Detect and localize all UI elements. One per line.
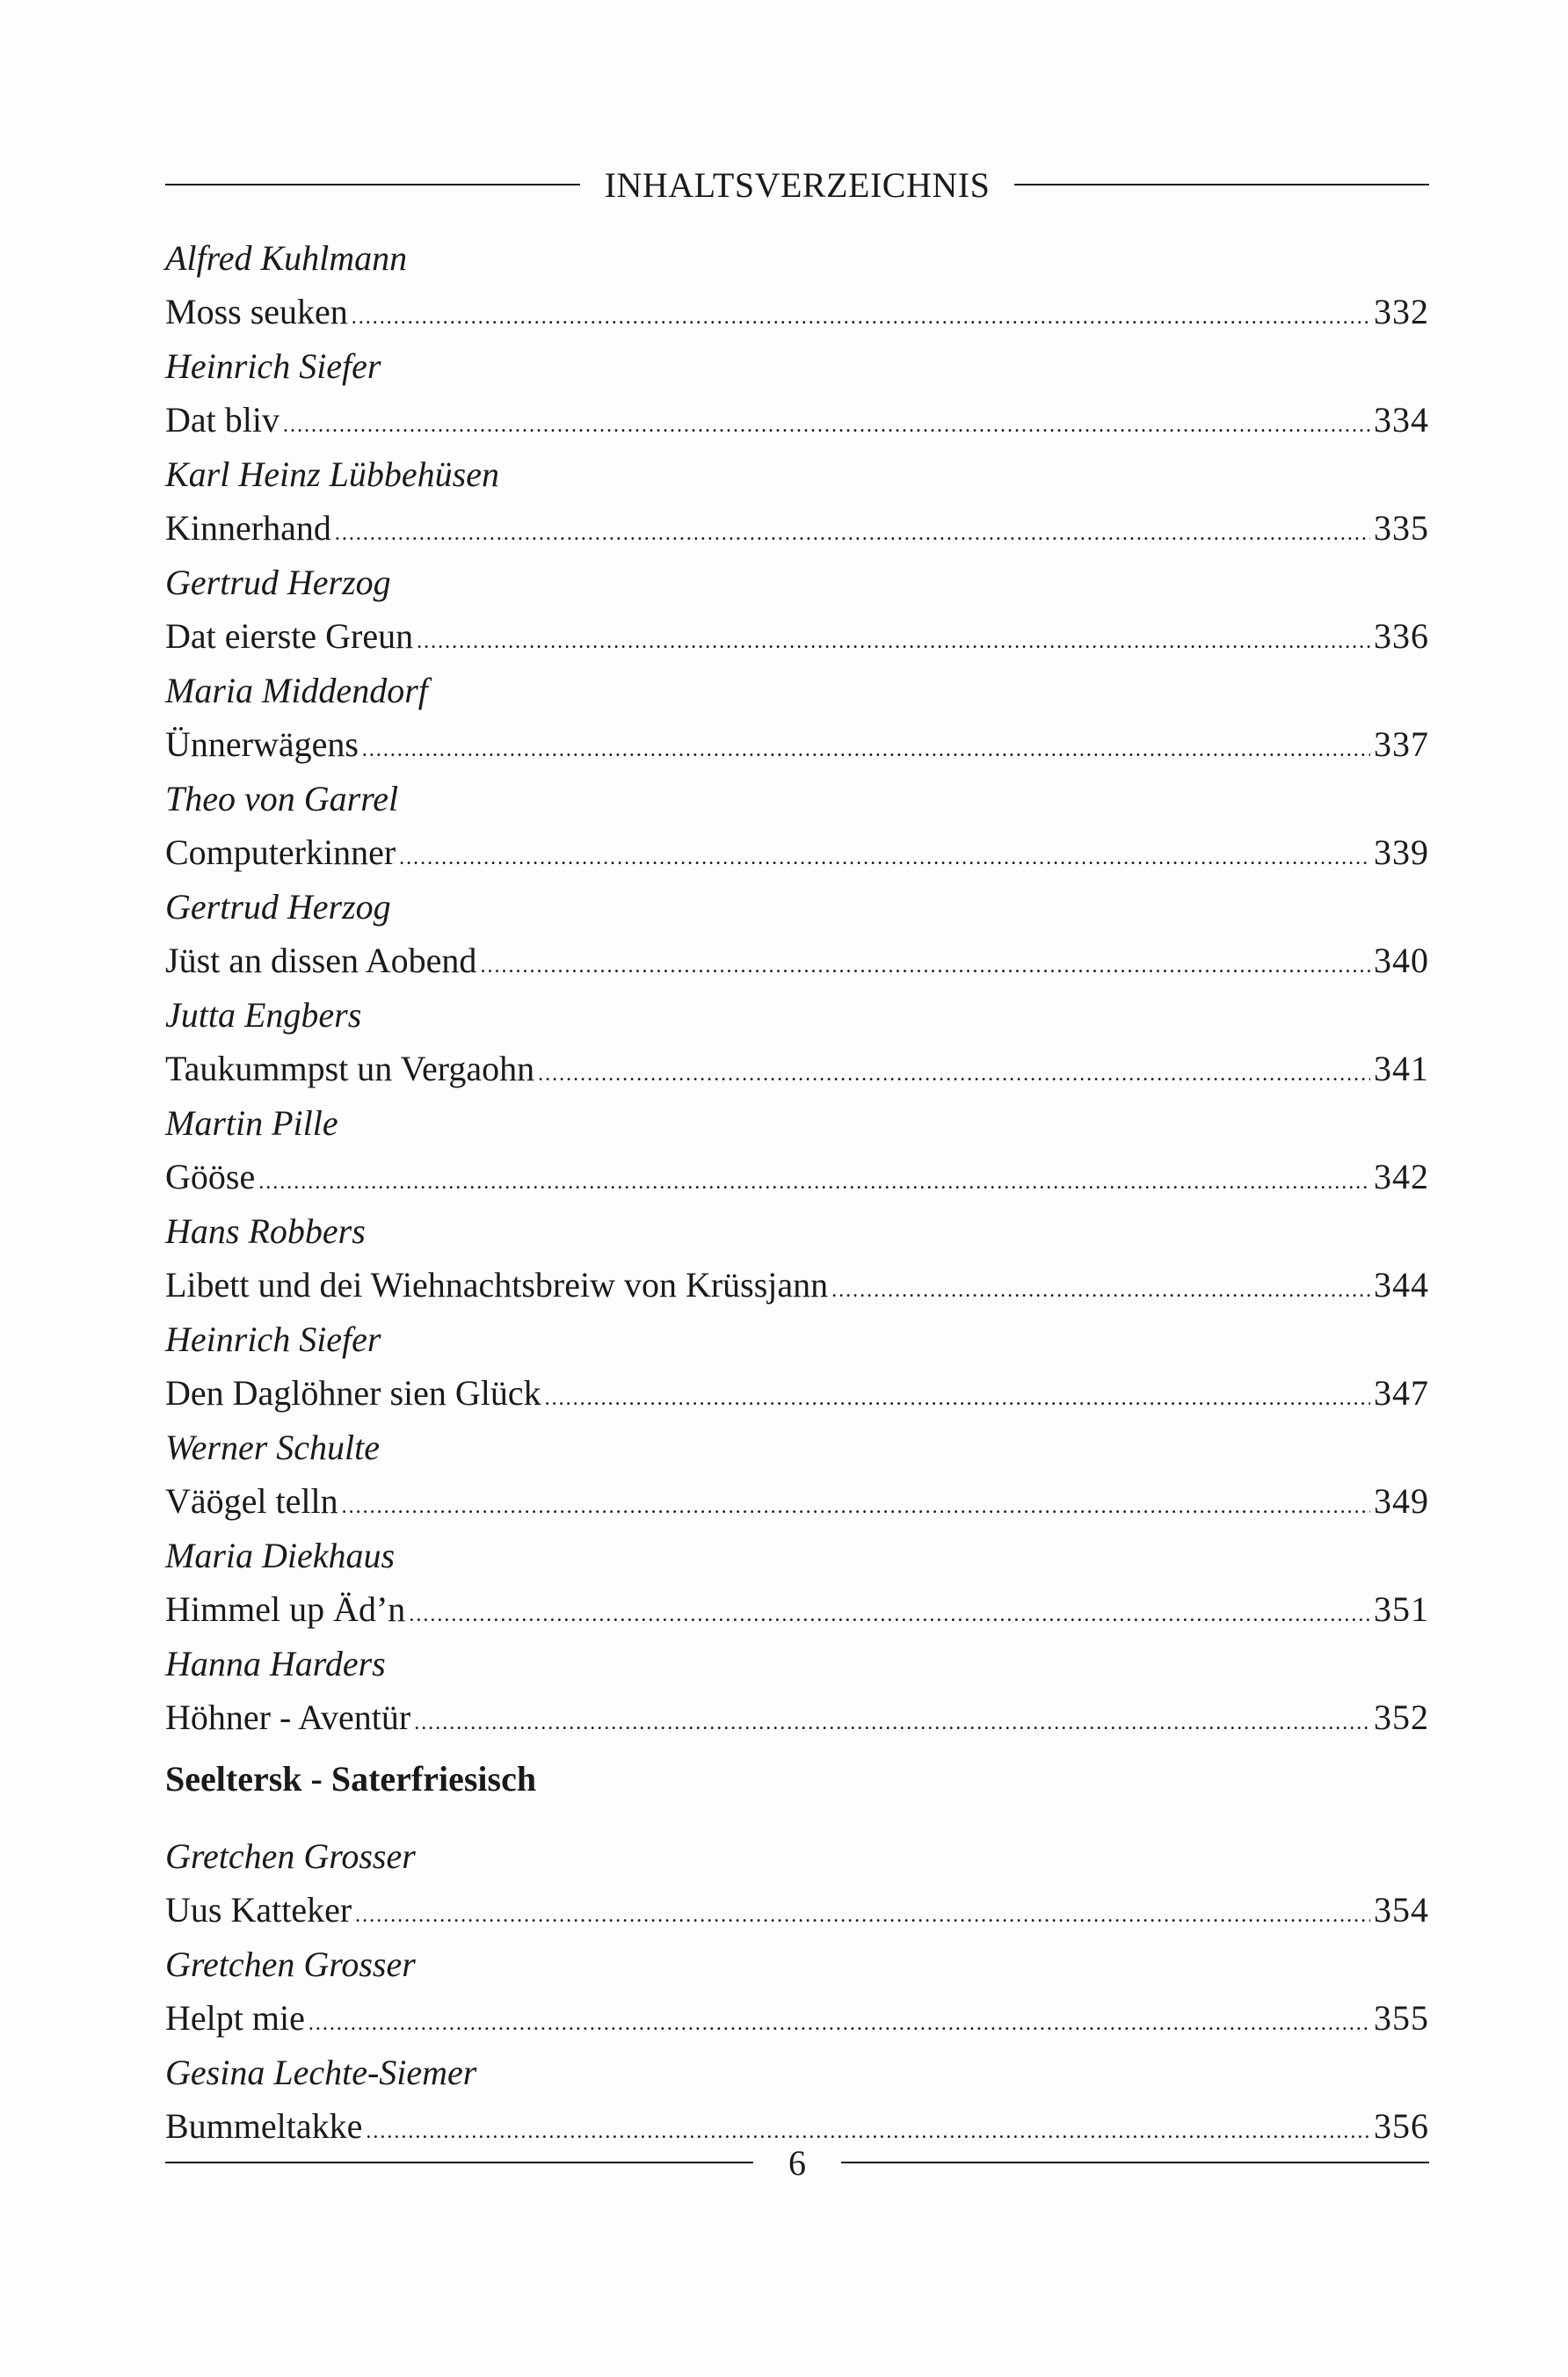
page-footer [165,2136,1429,2189]
dot-leader [831,1265,1370,1316]
entry-title: Libett und dei Wiehnachtsbreiw von Krüssjann [165,1265,829,1305]
entry-title-line [165,1692,1429,1743]
entry-author: Gertrud Herzog [165,563,391,602]
toc-entry [165,555,1429,663]
entry-page-number: 355 [1374,1998,1429,2038]
entry-title: Dat eierste Greun [165,616,414,656]
entry-page-number: 332 [1374,292,1429,331]
entry-author: Karl Heinz Lübbehüsen [165,454,499,494]
entry-page-number: 356 [1374,2106,1429,2146]
entry-title-line [165,287,1429,338]
entry-title: Bummeltakke [165,2106,363,2146]
entry-title-line [165,1584,1429,1635]
entry-title: Jüst an dissen Aobend [165,941,477,980]
toc-entry [165,771,1429,879]
entry-page-number: 349 [1374,1481,1429,1521]
dot-leader [399,832,1370,883]
toc-entry [165,663,1429,771]
entry-author: Heinrich Siefer [165,346,381,386]
entry-author: Gesina Lechte-Siemer [165,2053,477,2092]
dot-leader [309,1998,1370,2049]
entry-title: Höhner - Aventür [165,1697,411,1737]
toc-entry [165,879,1429,987]
entry-page-number: 334 [1374,400,1429,440]
dot-leader [352,292,1370,343]
page-number: 6 [788,2142,806,2183]
dot-leader [362,724,1370,775]
entry-title: Helpt mie [165,1998,305,2038]
dot-leader [480,941,1370,992]
entry-page-number: 347 [1374,1373,1429,1413]
dot-leader [538,1049,1370,1100]
entry-author: Theo von Garrel [165,779,399,818]
toc-entry [165,230,1429,338]
entry-title-line [165,1260,1429,1311]
dot-leader [258,1157,1370,1208]
entry-title-line [165,1476,1429,1527]
toc-entry [165,1095,1429,1203]
dot-leader [409,1589,1370,1640]
entry-page-number: 335 [1374,508,1429,548]
entry-page-number: 352 [1374,1697,1429,1737]
entry-title-line [165,503,1429,554]
entry-page-number: 336 [1374,616,1429,656]
entry-title-line [165,611,1429,662]
entry-page-number: 337 [1374,724,1429,764]
entry-page-number: 342 [1374,1157,1429,1196]
entry-author: Gretchen Grosser [165,1836,416,1876]
entry-author: Hans Robbers [165,1211,366,1251]
header-rule-left [165,184,580,185]
toc-entry [165,338,1429,447]
entry-title: Kinnerhand [165,508,331,548]
toc-entry [165,1636,1429,1744]
entry-title-line [165,1152,1429,1203]
toc-entry [165,1937,1429,2045]
dot-leader [355,1890,1370,1941]
table-of-contents [165,230,1429,2153]
footer-rule-left [165,2162,753,2163]
dot-leader [414,1697,1370,1748]
entry-author: Maria Middendorf [165,671,428,710]
toc-entry [165,1828,1429,1937]
toc-entry [165,1528,1429,1636]
header-rule-right [1014,184,1429,185]
dot-leader [335,508,1370,559]
dot-leader [417,616,1370,667]
entry-title-line [165,1993,1429,2044]
toc-entry [165,1203,1429,1312]
toc-entry [165,1312,1429,1420]
toc-entry [165,447,1429,555]
entry-page-number: 339 [1374,832,1429,872]
header-title: INHALTSVERZEICHNIS [604,164,991,205]
entry-title-line [165,719,1429,770]
entry-author: Werner Schulte [165,1428,381,1467]
entry-page-number: 340 [1374,941,1429,980]
entry-title: Computerkinner [165,832,396,872]
entry-title-line [165,827,1429,878]
entry-title-line [165,935,1429,986]
entry-title: Moss seuken [165,292,348,331]
entry-title-line [165,1885,1429,1936]
entry-title-line [165,1043,1429,1094]
section-heading: Seeltersk - Saterfriesisch [165,1759,537,1799]
entry-title: Himmel up Äd’n [165,1589,406,1629]
dot-leader [283,400,1370,451]
entry-author: Alfred Kuhlmann [165,238,408,278]
entry-page-number: 344 [1374,1265,1429,1305]
entry-author: Heinrich Siefer [165,1319,381,1359]
toc-group-saterfrisian [165,1828,1429,2153]
entry-author: Jutta Engbers [165,995,362,1035]
entry-title: Uus Katteker [165,1890,352,1930]
entry-title-line [165,1368,1429,1419]
entry-author: Maria Diekhaus [165,1536,396,1575]
entry-page-number: 341 [1374,1049,1429,1088]
entry-page-number: 354 [1374,1890,1429,1930]
entry-title: Ünnerwägens [165,724,359,764]
toc-group-lowgerman [165,230,1429,1744]
entry-title: Gööse [165,1157,256,1196]
toc-entry [165,1420,1429,1528]
running-header [165,158,1429,211]
toc-entry [165,987,1429,1095]
entry-author: Gertrud Herzog [165,887,391,927]
entry-title: Väögel telln [165,1481,338,1521]
footer-rule-right [841,2162,1429,2163]
entry-title-line [165,395,1429,446]
entry-author: Hanna Harders [165,1644,386,1683]
dot-leader [342,1481,1370,1532]
entry-author: Martin Pille [165,1103,338,1143]
entry-page-number: 351 [1374,1589,1429,1629]
entry-title: Den Daglöhner sien Glück [165,1373,541,1413]
entry-title: Taukummpst un Vergaohn [165,1049,535,1088]
entry-title: Dat bliv [165,400,279,440]
entry-author: Gretchen Grosser [165,1944,416,1984]
dot-leader [545,1373,1370,1424]
